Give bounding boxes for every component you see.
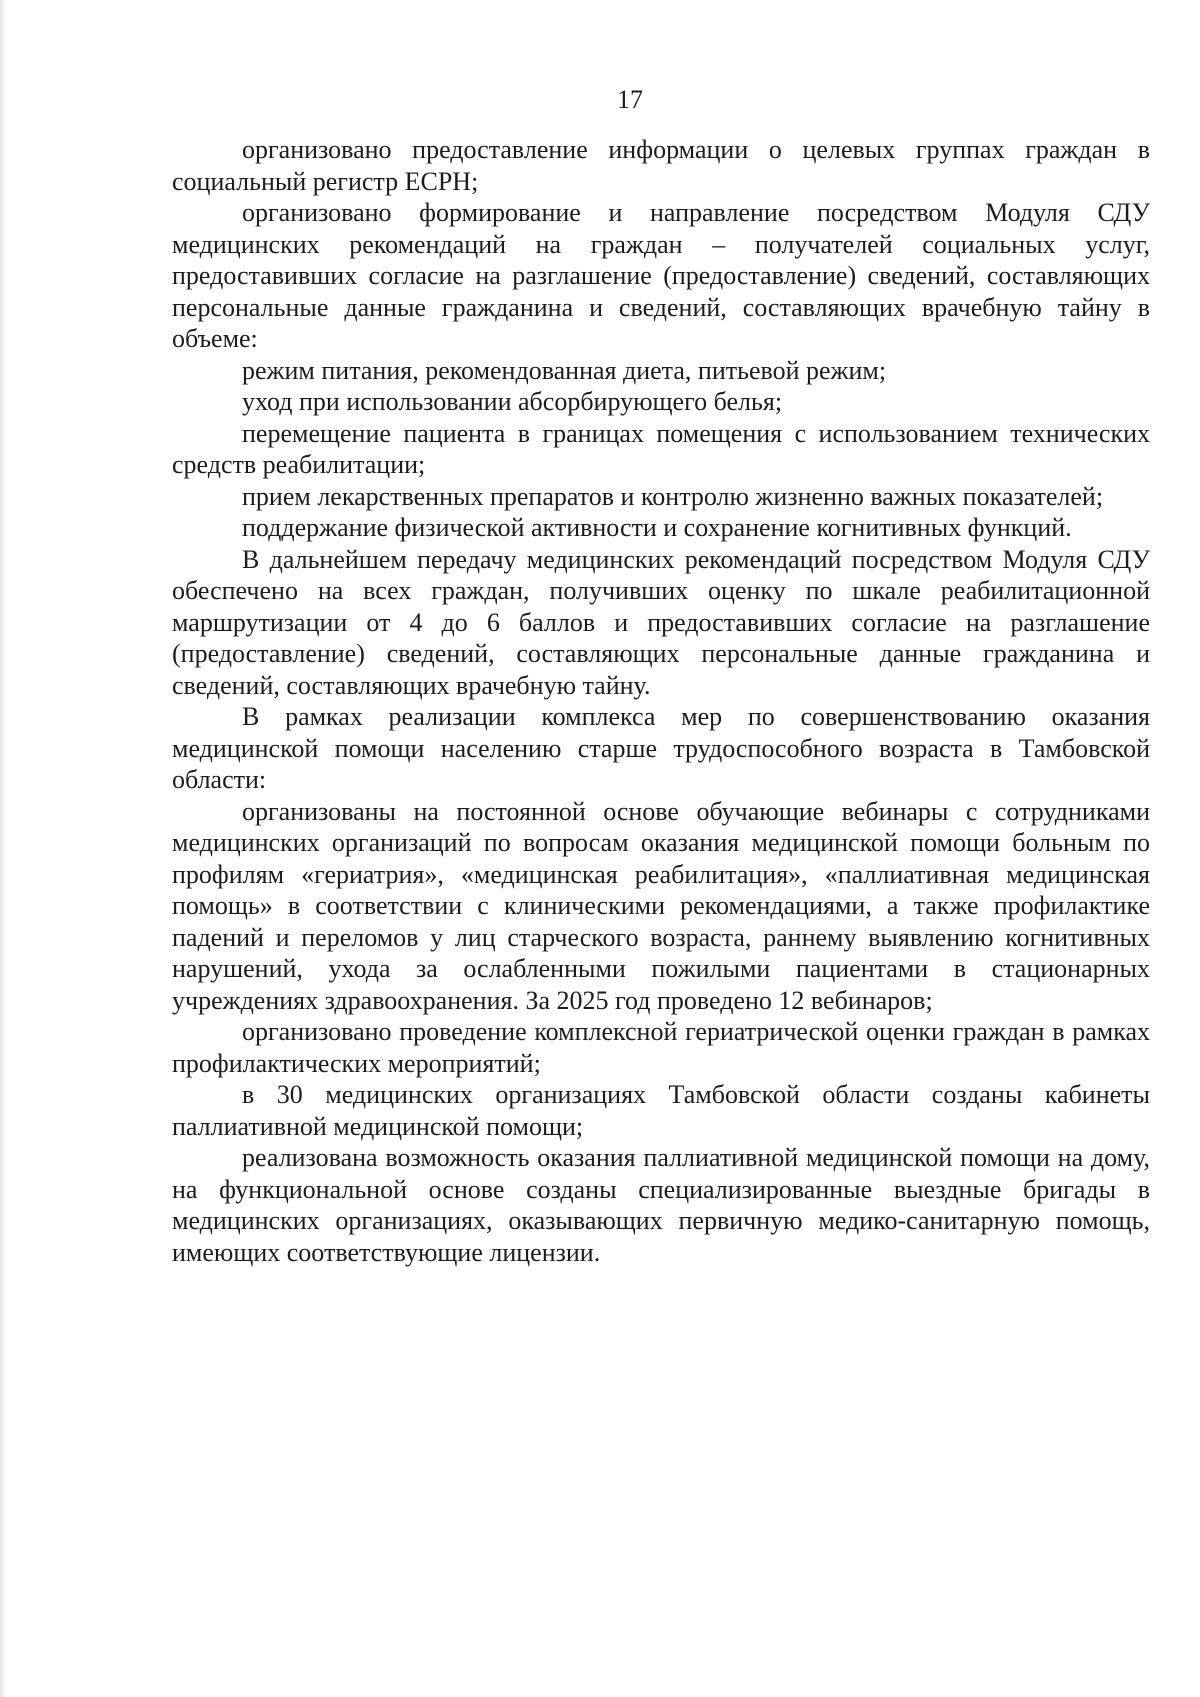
paragraph-geriatric-assessment: организовано проведение комплексной гериатрической оценки граждан в рамках профилактических мероприятий; bbox=[172, 1017, 1150, 1078]
paragraph-sdu-recommendations: организовано формирование и направление посредством Модуля СДУ медицинских рекомендаций на граждан – получателей социальных услуг, предоставивших согласие на разглашение (предоставление) сведений, составляющих персональные данные гражданина и сведений, составляющих врачебную тайну в объеме: bbox=[172, 198, 1150, 353]
paragraph-complex-measures: В рамках реализации комплекса мер по совершенствованию оказания медицинской помощи населению старше трудоспособного возраста в Тамбовской области: bbox=[172, 702, 1150, 794]
page-number: 17 bbox=[617, 85, 643, 114]
paragraph-home-palliative-care: реализована возможность оказания паллиативной медицинской помощи на дому, на функциональной основе созданы специализированные выездные бригады в медицинских организациях, оказывающих первичную медико-санитарную помощь, имеющих соответствующие лицензии. bbox=[172, 1143, 1150, 1267]
paragraph-absorbent-care: уход при использовании абсорбирующего белья; bbox=[242, 387, 783, 416]
paragraph-patient-movement: перемещение пациента в границах помещения с использованием технических средств реабилитации; bbox=[172, 418, 1150, 479]
paragraph-medication: прием лекарственных препаратов и контролю жизненно важных показателей; bbox=[242, 481, 1104, 511]
paragraph-nutrition: режим питания, рекомендованная диета, питьевой режим; bbox=[242, 355, 887, 385]
paragraph-webinars: организованы на постоянной основе обучающие вебинары с сотрудниками медицинских организаций по вопросам оказания медицинской помощи больным по профилям «гериатрия», «медицинская реабилитация», «паллиативная медицинская помощь» в соответствии с клиническими рекомендациями, а также профилактике падений и переломов у лиц старческого возраста, раннему выявлению когнитивных нарушений, ухода за ослабленными пожилыми пациентами в стационарных учреждениях здравоохранения. За 2025 год проведено 12 вебинаров; bbox=[172, 796, 1150, 1015]
paragraph-palliative-offices: в 30 медицинских организациях Тамбовской области созданы кабинеты паллиативной медицинской помощи; bbox=[172, 1080, 1150, 1141]
paragraph-physical-activity: поддержание физической активности и сохранение когнитивных функций. bbox=[242, 513, 1072, 542]
paragraph-further-transfer: В дальнейшем передачу медицинских рекомендаций посредством Модуля СДУ обеспечено на всех граждан, получивших оценку по шкале реабилитационной маршрутизации от 4 до 6 баллов и предоставивших согласие на разглашение (предоставление) сведений, составляющих персональные данные гражданина и сведений, составляющих врачебную тайну. bbox=[172, 544, 1150, 700]
document-body bbox=[172, 134, 1150, 1268]
paragraph-esrn-registry: организовано предоставление информации о целевых группах граждан в социальный регистр ЕСРН; bbox=[172, 135, 1150, 196]
scan-edge bbox=[0, 0, 6, 1697]
